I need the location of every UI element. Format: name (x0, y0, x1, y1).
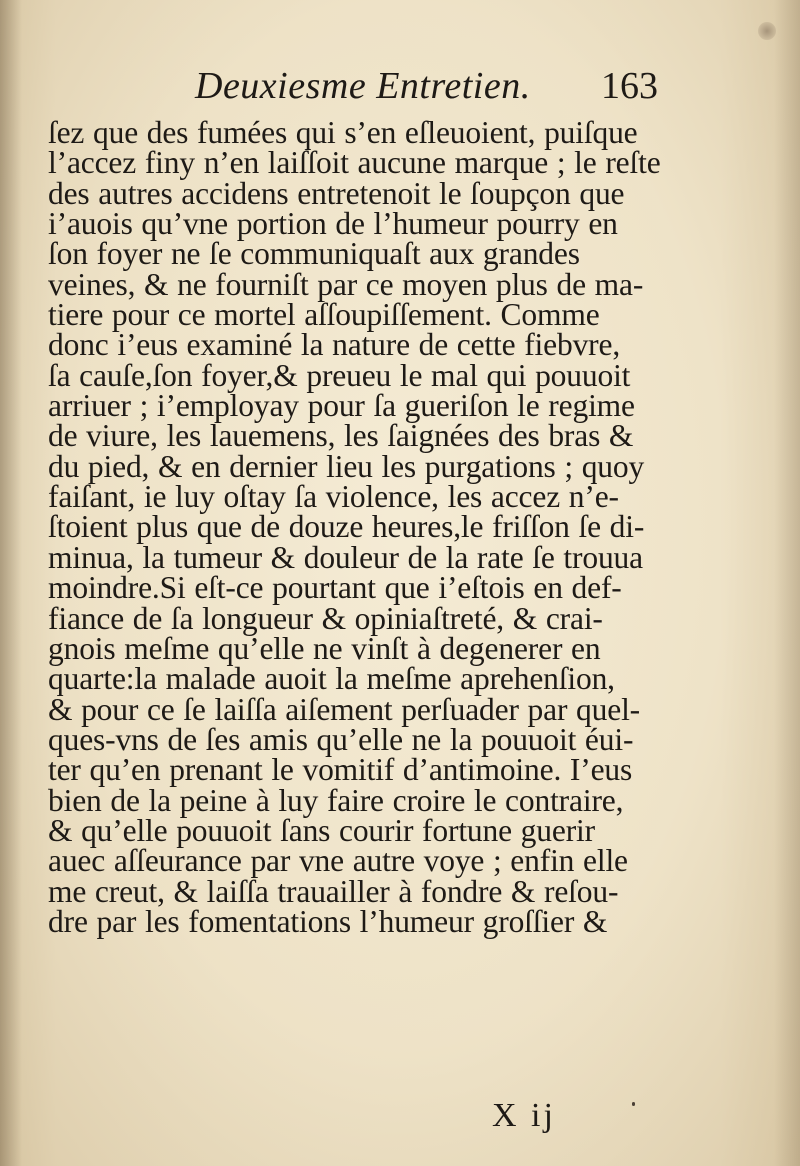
text-line: moindre.Si eſt-ce pourtant que i’eſtois en def- (48, 570, 622, 606)
text-line: veines, & ne fourniſt par ce moyen plus de ma- (48, 266, 644, 302)
text-line: ſa cauſe,ſon foyer,& preueu le mal qui pouuoit (48, 357, 631, 393)
text-line: arriuer ; i’employay pour ſa gueriſon le regime (48, 388, 635, 424)
paper-stain (758, 22, 776, 40)
gutter-shadow (0, 0, 22, 1166)
page-header (0, 62, 800, 112)
text-line: ſez que des fumées qui s’en eſleuoient, puiſque (48, 115, 638, 150)
text-line: des autres accidens entretenoit le ſoupçon que (48, 175, 625, 211)
text-line: minua, la tumeur & douleur de la rate ſe trouua (48, 539, 643, 575)
text-line: du pied, & en dernier lieu les purgations ; quoy (48, 448, 645, 484)
text-line: l’accez finy n’en laiſſoit aucune marque ; le reſte (48, 145, 661, 181)
text-line: auec aſſeurance par vne autre voye ; enfin elle (48, 843, 628, 879)
page-edge-shadow (774, 0, 800, 1166)
text-line: ſon foyer ne ſe communiquaſt aux grandes (48, 236, 580, 272)
body-text (48, 115, 668, 939)
text-line: donc i’eus examiné la nature de cette fiebvre, (48, 327, 621, 363)
text-line: bien de la peine à luy faire croire le contraire, (48, 782, 624, 818)
text-line: ques-vns de ſes amis qu’elle ne la pouuoit éui- (48, 721, 634, 757)
text-line: ter qu’en prenant le vomitif d’antimoine. I’eus (48, 752, 633, 788)
text-line: & qu’elle pouuoit ſans courir fortune guerir (48, 812, 595, 848)
text-line: & pour ce ſe laiſſa aiſement perſuader par quel- (48, 691, 641, 727)
text-line: tiere pour ce mortel aſſoupiſſement. Comme (48, 297, 600, 333)
page-number: 163 (601, 65, 658, 107)
text-line: i’auois qu’vne portion de l’humeur pourry en (48, 206, 618, 242)
text-line: gnois meſme qu’elle ne vinſt à degenerer en (48, 630, 601, 666)
text-line: dre par les fomentations l’humeur groſſier & (48, 903, 608, 939)
text-line: de viure, les lauemens, les ſaignées des bras & (48, 418, 634, 454)
text-line: me creut, & laiſſa trauailler à fondre & reſou- (48, 873, 619, 909)
text-line: fiance de ſa longueur & opiniaſtreté, & crai- (48, 600, 603, 636)
text-line: faiſant, ie luy oſtay ſa violence, les accez n’e- (48, 479, 619, 515)
text-line: ſtoient plus que de douze heures,le friſſon ſe di- (48, 509, 645, 545)
running-title: Deuxiesme Entretien. (195, 65, 531, 107)
text-line: quarte:la malade auoit la meſme aprehenſion, (48, 661, 615, 697)
ink-speck (632, 1102, 635, 1106)
signature-mark: X ij (492, 1097, 556, 1134)
